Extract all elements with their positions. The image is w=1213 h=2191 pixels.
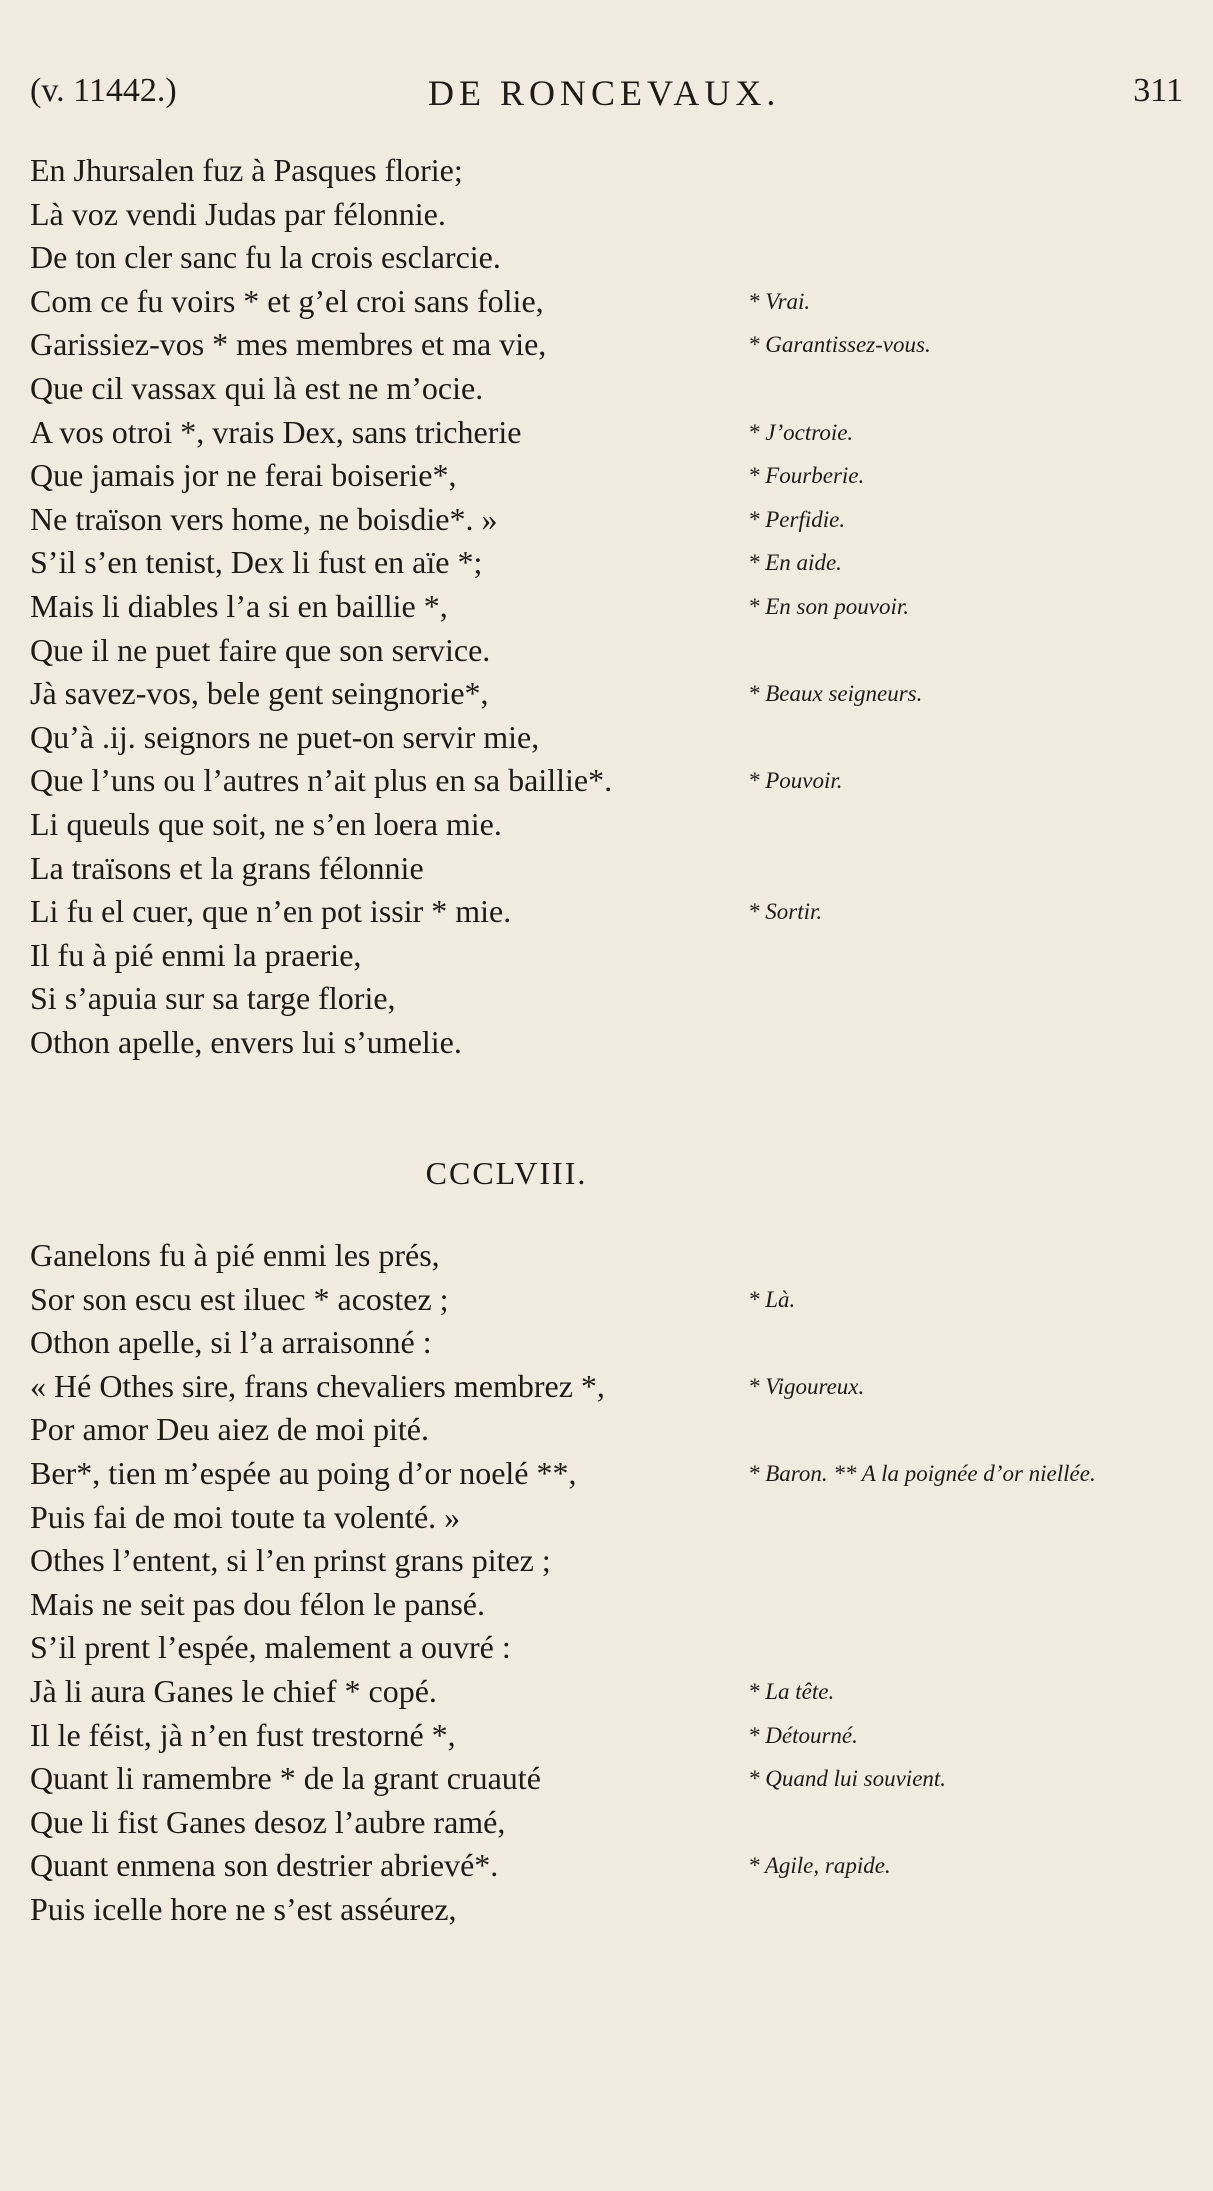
marginal-gloss: * Beaux seigneurs.: [748, 681, 923, 707]
verse-line: Qu’à .ij. seignors ne puet-on servir mie,: [30, 718, 540, 755]
verse-line: S’il prent l’espée, malement a ouvré :: [30, 1629, 511, 1666]
marginal-gloss: * Là.: [748, 1286, 796, 1312]
verse-line: Que il ne puet faire que son service.: [30, 631, 491, 668]
verse-line: Ganelons fu à pié enmi les prés,: [30, 1237, 440, 1273]
verse-line: Quant li ramembre * de la grant cruauté: [30, 1760, 541, 1797]
verse-line: Por amor Deu aiez de moi pité.: [30, 1411, 429, 1448]
verse-line: « Hé Othes sire, frans chevaliers membrez *,: [30, 1367, 605, 1404]
verse-line: Garissiez-vos * mes membres et ma vie,: [30, 326, 547, 363]
verse-line: Que li fist Ganes desoz l’aubre ramé,: [30, 1803, 506, 1840]
verse-line: Sor son escu est iluec * acostez ;: [30, 1280, 449, 1317]
verse-line: Othon apelle, si l’a arraisonné :: [30, 1324, 432, 1361]
marginal-gloss: * Quand lui souvient.: [748, 1766, 947, 1792]
verse-line: Quant enmena son destrier abrievé*.: [30, 1847, 499, 1884]
verse-line: Jà li aura Ganes le chief * copé.: [30, 1673, 437, 1709]
verse-line: Que cil vassax qui là est ne m’ocie.: [30, 370, 484, 406]
running-header: [30, 72, 1183, 122]
marginal-gloss: * Perfidie.: [748, 506, 846, 532]
verse-line: Jà savez-vos, bele gent seingnorie*,: [30, 675, 489, 712]
marginal-gloss: * Détourné.: [748, 1722, 858, 1748]
verse-line: Ne traïson vers home, ne boisdie*. »: [30, 500, 498, 537]
verse-line: Il le féist, jà n’en fust trestorné *,: [30, 1716, 456, 1753]
marginal-gloss: * En son pouvoir.: [748, 594, 909, 619]
verse-line: Que l’uns ou l’autres n’ait plus en sa baillie*.: [30, 762, 613, 799]
verse-line: A vos otroi *, vrais Dex, sans tricherie: [30, 413, 522, 450]
section-heading: CCCLVIII.: [425, 1155, 588, 1191]
verse-line: La traïsons et la grans félonnie: [30, 849, 424, 886]
verse-line: Il fu à pié enmi la praerie,: [30, 936, 362, 973]
verse-line: Com ce fu voirs * et g’el croi sans folie,: [30, 282, 544, 319]
verse-line: Si s’apuia sur sa targe florie,: [30, 980, 396, 1017]
verse-line: De ton cler sanc fu la crois esclarcie.: [30, 239, 501, 276]
marginal-gloss: * Vrai.: [748, 288, 811, 314]
marginal-gloss: * Agile, rapide.: [748, 1853, 891, 1879]
running-title: DE RONCEVAUX.: [428, 73, 781, 113]
verse-line: Mais li diables l’a si en baillie *,: [30, 588, 448, 624]
verse-line: Li fu el cuer, que n’en pot issir * mie.: [30, 893, 512, 930]
verse-line: S’il s’en tenist, Dex li fust en aïe *;: [30, 544, 483, 581]
verse-line: Othon apelle, envers lui s’umelie.: [30, 1024, 462, 1060]
page-number: 311: [1133, 72, 1183, 109]
verse-line: Là voz vendi Judas par félonnie.: [30, 195, 446, 232]
marginal-gloss: * En aide.: [748, 550, 842, 576]
marginal-gloss: * Vigoureux.: [748, 1373, 865, 1399]
marginal-gloss: * Fourberie.: [748, 463, 865, 489]
marginal-gloss: * Baron. ** A la poignée d’or niellée.: [748, 1461, 1096, 1486]
marginal-gloss: * Sortir.: [748, 899, 823, 925]
marginal-gloss: * J’octroie.: [748, 419, 854, 445]
verse-line: Ber*, tien m’espée au poing d’or noelé **,: [30, 1455, 577, 1491]
verse-line: Othes l’entent, si l’en prinst grans pitez ;: [30, 1542, 551, 1579]
marginal-gloss: * Pouvoir.: [748, 768, 843, 794]
marginal-gloss: * Garantissez-vous.: [748, 332, 931, 358]
verse-line: Puis icelle hore ne s’est asséurez,: [30, 1891, 457, 1927]
verse-line: En Jhursalen fuz à Pasques florie;: [30, 152, 463, 188]
verse-line: Puis fai de moi toute ta volenté. »: [30, 1498, 461, 1535]
verse-line: Que jamais jor ne ferai boiserie*,: [30, 457, 457, 494]
marginal-gloss: * La tête.: [748, 1679, 835, 1704]
verse-range: (v. 11442.): [30, 72, 177, 109]
verse-line: Li queuls que soit, ne s’en loera mie.: [30, 806, 502, 842]
verse-line: Mais ne seit pas dou félon le pansé.: [30, 1585, 485, 1622]
